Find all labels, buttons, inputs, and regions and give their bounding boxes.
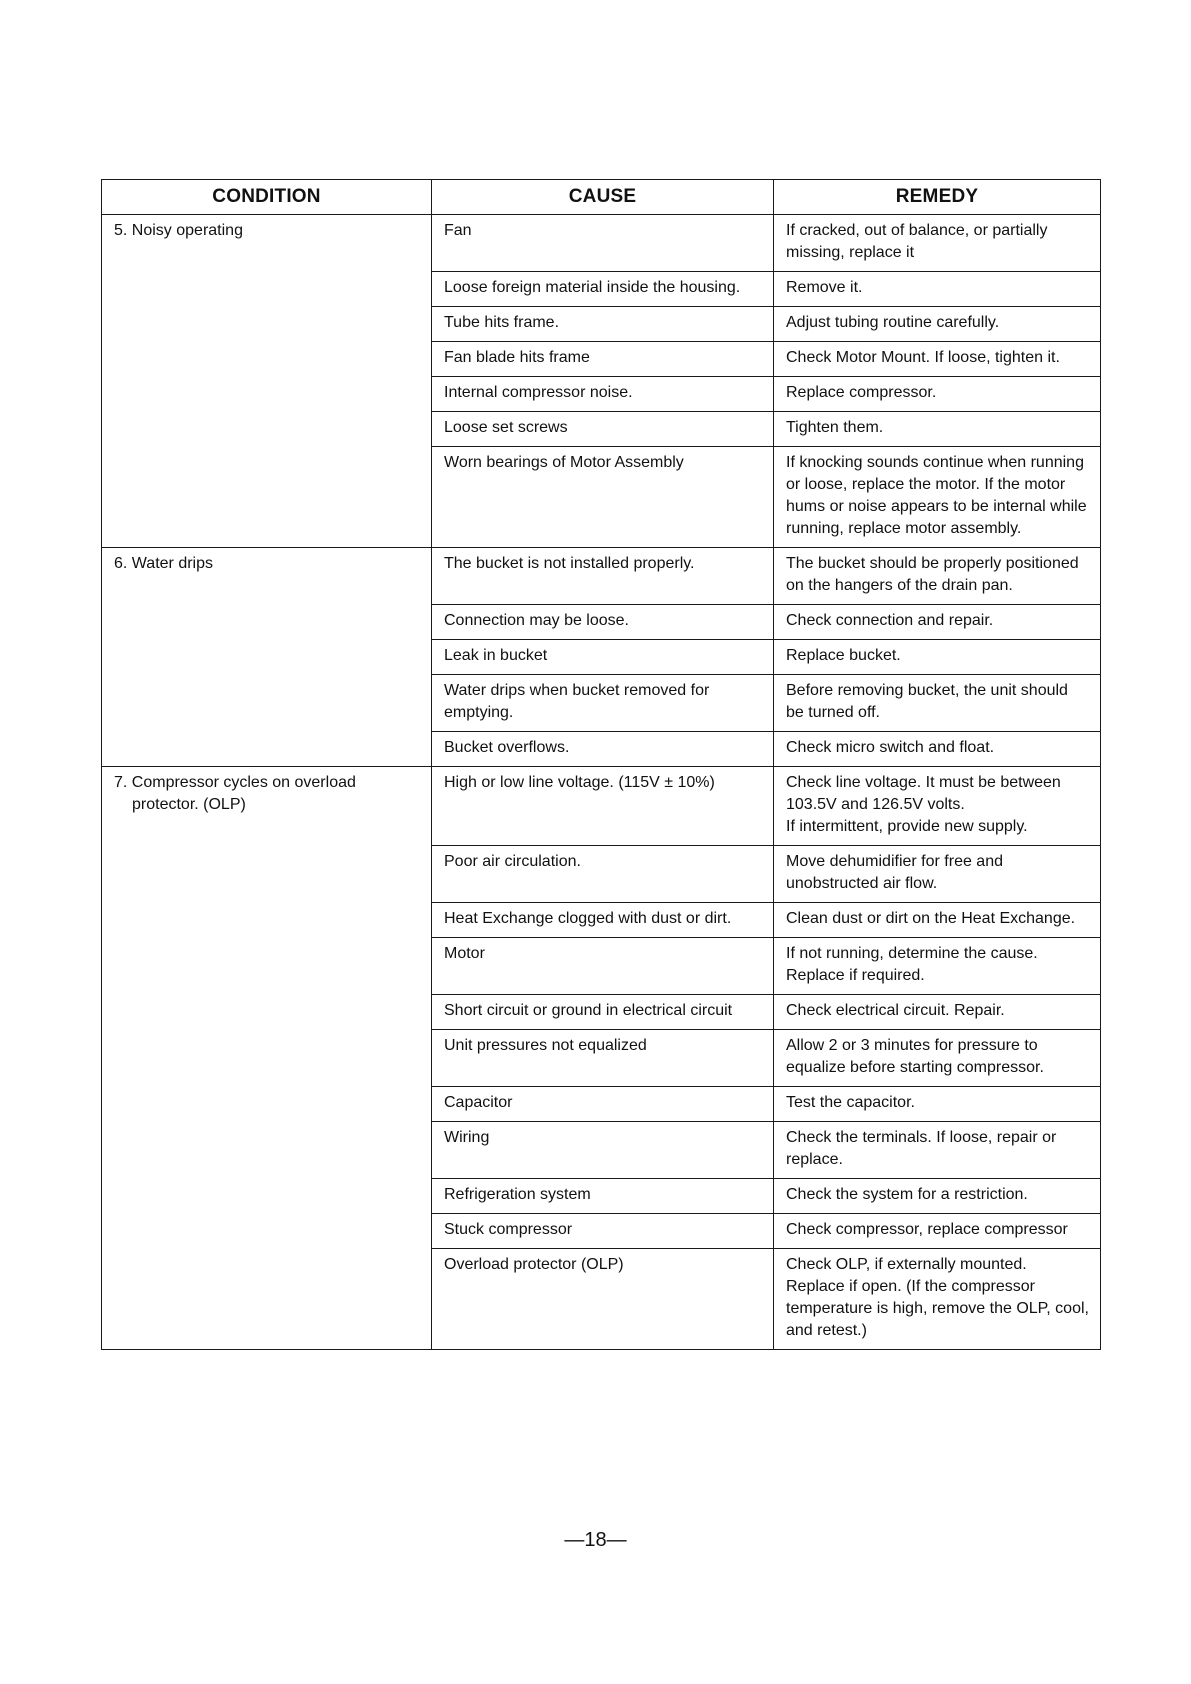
remedy-cell: Test the capacitor.	[774, 1087, 1101, 1122]
header-condition: CONDITION	[102, 180, 432, 215]
table-row	[102, 767, 1101, 846]
cause-cell: Loose foreign material inside the housing.	[432, 272, 774, 307]
cause-cell: Internal compressor noise.	[432, 377, 774, 412]
remedy-extra-text: If intermittent, provide new supply.	[786, 818, 1028, 835]
remedy-text: Check OLP, if externally mounted.	[786, 1256, 1027, 1273]
cause-cell: Leak in bucket	[432, 640, 774, 675]
cause-cell: Overload protector (OLP)	[432, 1249, 774, 1350]
cause-cell: Short circuit or ground in electrical circuit	[432, 995, 774, 1030]
troubleshooting-sheet	[101, 179, 1100, 1350]
cause-cell: Connection may be loose.	[432, 605, 774, 640]
cause-cell: Heat Exchange clogged with dust or dirt.	[432, 903, 774, 938]
remedy-extra-text: Replace if open. (If the compressor temperature is high, remove the OLP, cool, and retest.)	[786, 1278, 1089, 1339]
cause-cell: The bucket is not installed properly.	[432, 548, 774, 605]
cause-cell: High or low line voltage. (115V ± 10%)	[432, 767, 774, 846]
remedy-text: Check line voltage. It must be between 103.5V and 126.5V volts.	[786, 774, 1061, 813]
remedy-cell	[774, 767, 1101, 846]
troubleshooting-table	[101, 179, 1101, 1350]
cause-cell: Wiring	[432, 1122, 774, 1179]
remedy-cell: Before removing bucket, the unit should be turned off.	[774, 675, 1101, 732]
cause-cell: Refrigeration system	[432, 1179, 774, 1214]
cause-cell: Capacitor	[432, 1087, 774, 1122]
remedy-cell: Allow 2 or 3 minutes for pressure to equalize before starting compressor.	[774, 1030, 1101, 1087]
cause-cell: Tube hits frame.	[432, 307, 774, 342]
cause-cell: Fan	[432, 215, 774, 272]
cause-cell: Fan blade hits frame	[432, 342, 774, 377]
remedy-cell: Check connection and repair.	[774, 605, 1101, 640]
remedy-cell: If knocking sounds continue when running or loose, replace the motor. If the motor hums or noise appears to be internal while running, replace motor assembly.	[774, 447, 1101, 548]
remedy-cell: Remove it.	[774, 272, 1101, 307]
condition-noisy-operating	[102, 215, 432, 548]
remedy-cell: The bucket should be properly positioned on the hangers of the drain pan.	[774, 548, 1101, 605]
remedy-cell: Check micro switch and float.	[774, 732, 1101, 767]
header-remedy: REMEDY	[774, 180, 1101, 215]
cause-cell: Motor	[432, 938, 774, 995]
condition-text: 5. Noisy operating	[114, 222, 243, 239]
remedy-cell: Check the terminals. If loose, repair or replace.	[774, 1122, 1101, 1179]
remedy-cell: Check the system for a restriction.	[774, 1179, 1101, 1214]
cause-cell: Stuck compressor	[432, 1214, 774, 1249]
cause-cell: Bucket overflows.	[432, 732, 774, 767]
remedy-text: If not running, determine the cause.	[786, 945, 1038, 962]
condition-text: 6. Water drips	[114, 555, 213, 572]
remedy-cell	[774, 1249, 1101, 1350]
condition-text: 7. Compressor cycles on overload protector. (OLP)	[114, 774, 356, 813]
cause-cell: Loose set screws	[432, 412, 774, 447]
cause-cell: Water drips when bucket removed for emptying.	[432, 675, 774, 732]
remedy-cell	[774, 938, 1101, 995]
condition-compressor-cycles	[102, 767, 432, 1350]
remedy-cell: Check compressor, replace compressor	[774, 1214, 1101, 1249]
remedy-cell: Replace bucket.	[774, 640, 1101, 675]
remedy-cell: Check electrical circuit. Repair.	[774, 995, 1101, 1030]
remedy-cell: Adjust tubing routine carefully.	[774, 307, 1101, 342]
cause-cell: Unit pressures not equalized	[432, 1030, 774, 1087]
header-cause: CAUSE	[432, 180, 774, 215]
remedy-cell: If cracked, out of balance, or partially missing, replace it	[774, 215, 1101, 272]
remedy-cell: Move dehumidifier for free and unobstructed air flow.	[774, 846, 1101, 903]
table-row	[102, 215, 1101, 272]
table-row	[102, 548, 1101, 605]
remedy-cell: Tighten them.	[774, 412, 1101, 447]
cause-cell: Poor air circulation.	[432, 846, 774, 903]
condition-water-drips	[102, 548, 432, 767]
remedy-extra-text: Replace if required.	[786, 967, 925, 984]
remedy-cell: Check Motor Mount. If loose, tighten it.	[774, 342, 1101, 377]
page-number: —18—	[564, 1529, 627, 1551]
remedy-cell: Clean dust or dirt on the Heat Exchange.	[774, 903, 1101, 938]
table-header-row	[102, 180, 1101, 215]
remedy-cell: Replace compressor.	[774, 377, 1101, 412]
cause-cell: Worn bearings of Motor Assembly	[432, 447, 774, 548]
